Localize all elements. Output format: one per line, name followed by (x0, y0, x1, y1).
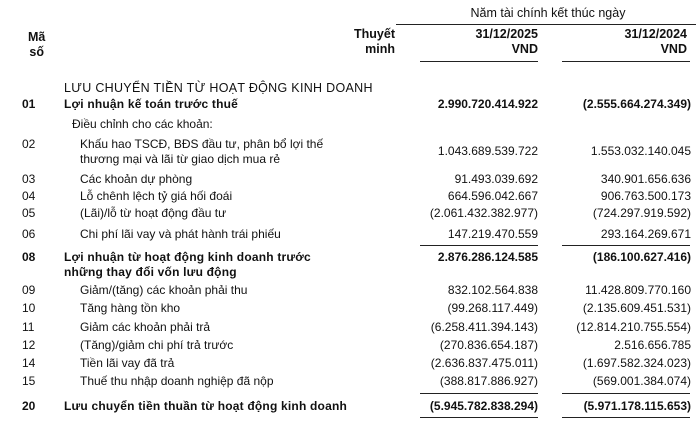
subtotal-rule-2024 (562, 245, 690, 246)
row-label: Khấu hao TSCĐ, BĐS đầu tư, phân bổ lợi thế thương mại và lãi từ giao dịch mua rẻ (80, 137, 324, 166)
row-value-2024: 293.164.269.671 (600, 227, 691, 241)
row-label: Giảm các khoản phải trả (80, 320, 211, 334)
row-value-2024: (2.135.609.451.531) (582, 301, 691, 315)
row-value-2025: (270.836.654.187) (439, 338, 538, 352)
row-label: Các khoản dự phòng (80, 172, 193, 186)
row-code: 04 (22, 189, 36, 203)
column-2025-unit: VND (511, 42, 538, 56)
row-value-2024: (724.297.919.592) (592, 206, 691, 220)
total-double-rule-2025 (420, 417, 538, 418)
column-2025-header (388, 27, 538, 57)
row-value-2024: (2.555.664.274.349) (582, 97, 691, 111)
row-value-2025: 664.596.042.667 (447, 189, 538, 203)
column-2025-date: 31/12/2025 (475, 27, 538, 41)
column-2024-header-rule (562, 61, 690, 62)
period-header: Năm tài chính kết thúc ngày (470, 6, 626, 20)
row-value-2024: (5.971.178.115.653) (583, 399, 691, 413)
row-label: (Lãi)/lỗ từ hoạt động đầu tư (80, 206, 227, 220)
row-label: Điều chỉnh cho các khoản: (72, 117, 213, 131)
total-rule-2024 (562, 393, 690, 394)
row-value-2025: 832.102.564.838 (447, 283, 538, 297)
row-value-2025: (6.258.411.394.143) (430, 320, 538, 334)
row-code: 02 (22, 137, 36, 151)
row-value-2024: (12.814.210.755.554) (576, 320, 691, 334)
row-label: (Tăng)/giảm chi phí trả trước (80, 338, 234, 352)
row-code: 20 (22, 399, 36, 413)
period-header-rule (396, 24, 696, 25)
column-2024-unit: VND (660, 42, 687, 56)
row-value-2025: (388.817.886.927) (439, 374, 538, 388)
row-label: Giảm/(tăng) các khoản phải thu (80, 283, 248, 297)
row-value-2025: 2.990.720.414.922 (437, 97, 538, 111)
row-value-2024: (186.100.627.416) (592, 250, 691, 264)
row-code: 11 (22, 320, 35, 334)
column-2024-header (537, 27, 687, 57)
column-2025-header-rule (420, 61, 538, 62)
row-value-2025: 2.876.286.124.585 (437, 250, 538, 264)
column-2024-date: 31/12/2024 (624, 27, 687, 41)
row-label: Thuế thu nhập doanh nghiệp đã nộp (80, 374, 274, 388)
row-label: Tăng hàng tồn kho (80, 301, 181, 315)
row-code: 03 (22, 172, 36, 186)
total-rule-2025 (420, 393, 538, 394)
row-value-2024: 906.763.500.173 (600, 189, 691, 203)
row-label: Lưu chuyển tiền thuần từ hoạt động kinh doanh (64, 399, 348, 413)
row-code: 10 (22, 301, 36, 315)
row-label: Tiền lãi vay đã trả (80, 356, 175, 370)
row-value-2025: (5.945.782.838.294) (429, 399, 538, 413)
row-code: 01 (22, 97, 36, 111)
row-code: 08 (22, 250, 36, 264)
row-label: Lợi nhuận từ hoạt động kinh doanh trước những thay đổi vốn lưu động (64, 250, 311, 279)
row-value-2025: 1.043.689.539.722 (437, 144, 538, 158)
row-code: 14 (22, 356, 36, 370)
row-value-2025: 147.219.470.559 (447, 227, 538, 241)
row-value-2024: 2.516.656.785 (614, 338, 691, 352)
section-title: LƯU CHUYỂN TIỀN TỪ HOẠT ĐỘNG KINH DOANH (64, 81, 373, 95)
row-value-2025: (99.268.117.449) (447, 301, 538, 315)
row-label: Lỗ chênh lệch tỷ giá hối đoái (80, 189, 233, 203)
row-value-2025: 91.493.039.692 (454, 172, 538, 186)
row-value-2024: 1.553.032.140.045 (590, 144, 691, 158)
row-value-2024: (1.697.582.324.023) (582, 356, 691, 370)
row-value-2024: 340.901.656.636 (600, 172, 691, 186)
row-code: 15 (22, 374, 36, 388)
code-column-header (28, 30, 45, 60)
note-column-header (340, 27, 395, 57)
subtotal-rule-2025 (420, 245, 538, 246)
row-value-2024: (569.001.384.074) (592, 374, 691, 388)
row-label: Chi phí lãi vay và phát hành trái phiếu (80, 227, 281, 241)
total-double-rule-2024 (562, 417, 690, 418)
row-code: 12 (22, 338, 36, 352)
note-header-line1: Thuyết (354, 27, 395, 41)
row-code: 09 (22, 283, 36, 297)
code-header-line2: số (29, 45, 44, 59)
row-value-2025: (2.061.432.382.977) (429, 206, 538, 220)
row-code: 05 (22, 206, 36, 220)
row-value-2025: (2.636.837.475.011) (430, 356, 538, 370)
row-code: 06 (22, 227, 36, 241)
row-value-2024: 11.428.809.770.160 (585, 283, 691, 297)
code-header-line1: Mã (28, 30, 46, 44)
note-header-line2: minh (365, 42, 395, 56)
row-label: Lợi nhuận kế toán trước thuế (64, 97, 239, 111)
